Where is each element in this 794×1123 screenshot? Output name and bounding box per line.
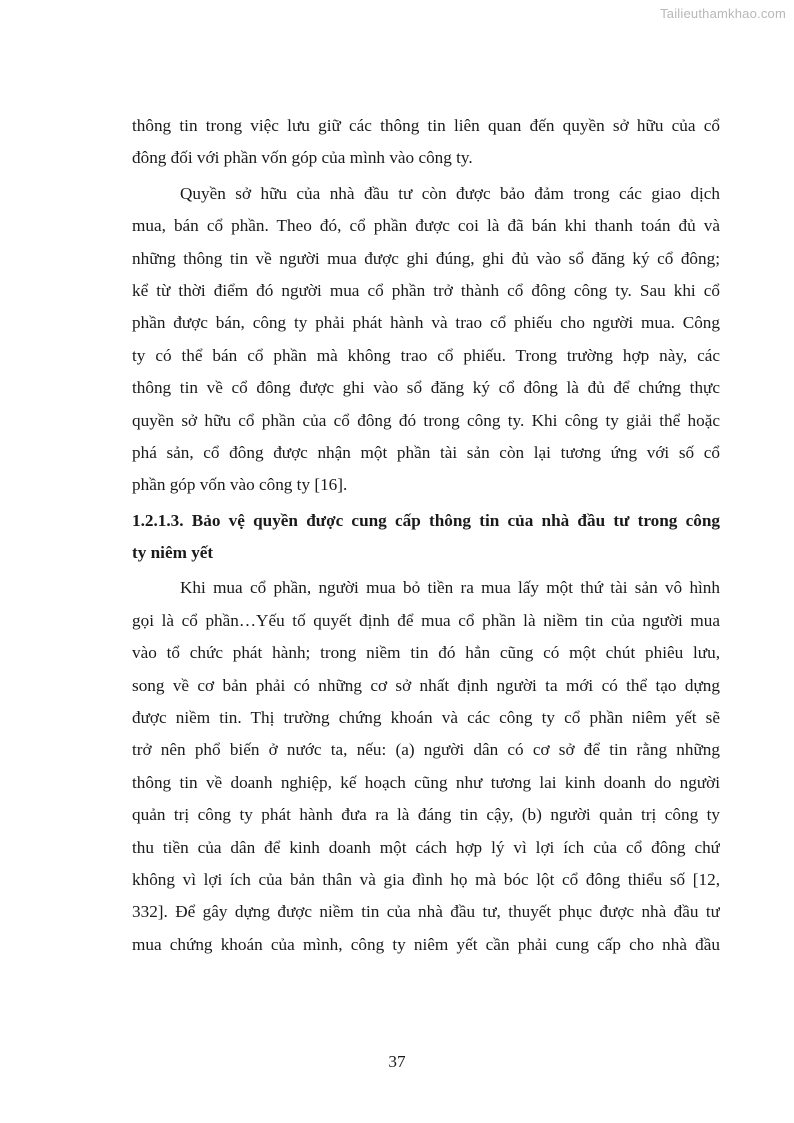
text-line: gọi là cổ phần…Yếu tố quyết định để mua cổ phần là niềm tin của người mua: [132, 610, 720, 630]
text-line: thông tin về doanh nghiệp, kế hoạch cũng như tương lai kinh doanh do người: [132, 772, 720, 792]
text-line: phần góp vốn vào công ty [16].: [132, 475, 348, 495]
text-line: 332]. Để gây dựng được niềm tin của nhà đầu tư, thuyết phục được nhà đầu tư: [132, 902, 720, 922]
text-line: mua chứng khoán của mình, công ty niêm yết cần phải cung cấp cho nhà đầu: [132, 934, 720, 954]
text-line: kể từ thời điểm đó người mua cổ phần trở thành cổ đông công ty. Sau khi cổ: [132, 280, 720, 300]
heading-line: 1.2.1.3. Bảo vệ quyền được cung cấp thông tin của nhà đầu tư trong công: [132, 510, 720, 530]
text-line: quản trị công ty phát hành đưa ra là đáng tin cậy, (b) người quản trị công ty: [132, 805, 720, 825]
text-line: những thông tin về người mua được ghi đúng, ghi đủ vào sổ đăng ký cổ đông;: [132, 248, 720, 268]
text-line: thông tin về cổ đông được ghi vào sổ đăng ký cổ đông là đủ để chứng thực: [132, 378, 720, 398]
text-line: đông đối với phần vốn góp của mình vào công ty.: [132, 148, 473, 168]
text-line: được niềm tin. Thị trường chứng khoán và các công ty cổ phần niêm yết sẽ: [132, 708, 720, 728]
text-line: Khi mua cổ phần, người mua bỏ tiền ra mua lấy một thứ tài sản vô hình: [180, 578, 720, 598]
text-line: Quyền sở hữu của nhà đầu tư còn được bảo đảm trong các giao dịch: [180, 183, 720, 203]
text-line: thu tiền của dân để kinh doanh một cách hợp lý vì lợi ích của cổ đông chứ: [132, 837, 720, 857]
page-number: 37: [388, 1052, 406, 1071]
paragraph-ownership-info-continued: [132, 110, 720, 175]
text-line: vào tổ chức phát hành; trong niềm tin đó hẳn cũng có một chút phiêu lưu,: [132, 643, 720, 663]
text-line: quyền sở hữu cổ phần của cổ đông đó trong công ty. Khi công ty giải thể hoặc: [132, 410, 720, 430]
document-body: [132, 110, 720, 961]
text-line: song về cơ bản phải có những cơ sở nhất định người ta mới có thể tạo dựng: [132, 675, 720, 695]
paragraph-ownership-guarantee: [132, 178, 720, 502]
watermark: Tailieuthamkhao.com: [660, 6, 786, 21]
text-line: phá sản, cổ đông được nhận một phần tài sản còn lại tương ứng với số cổ: [132, 442, 720, 462]
text-line: không vì lợi ích của bản thân và gia đình họ mà bóc lột cổ đông thiểu số [12,: [132, 869, 720, 889]
text-line: ty có thể bán cổ phần mà không trao cổ phiếu. Trong trường hợp này, các: [132, 345, 720, 365]
text-line: phần được bán, công ty phải phát hành và trao cổ phiếu cho người mua. Công: [132, 313, 720, 333]
text-line: mua, bán cổ phần. Theo đó, cổ phần được coi là đã bán khi thanh toán đủ và: [132, 216, 720, 236]
paragraph-information-right: [132, 572, 720, 961]
section-heading: [132, 505, 720, 570]
heading-line: ty niêm yết: [132, 543, 214, 563]
text-line: trở nên phổ biến ở nước ta, nếu: (a) người dân có cơ sở để tin rằng những: [132, 740, 720, 760]
text-line: thông tin trong việc lưu giữ các thông tin liên quan đến quyền sở hữu của cổ: [132, 116, 720, 135]
